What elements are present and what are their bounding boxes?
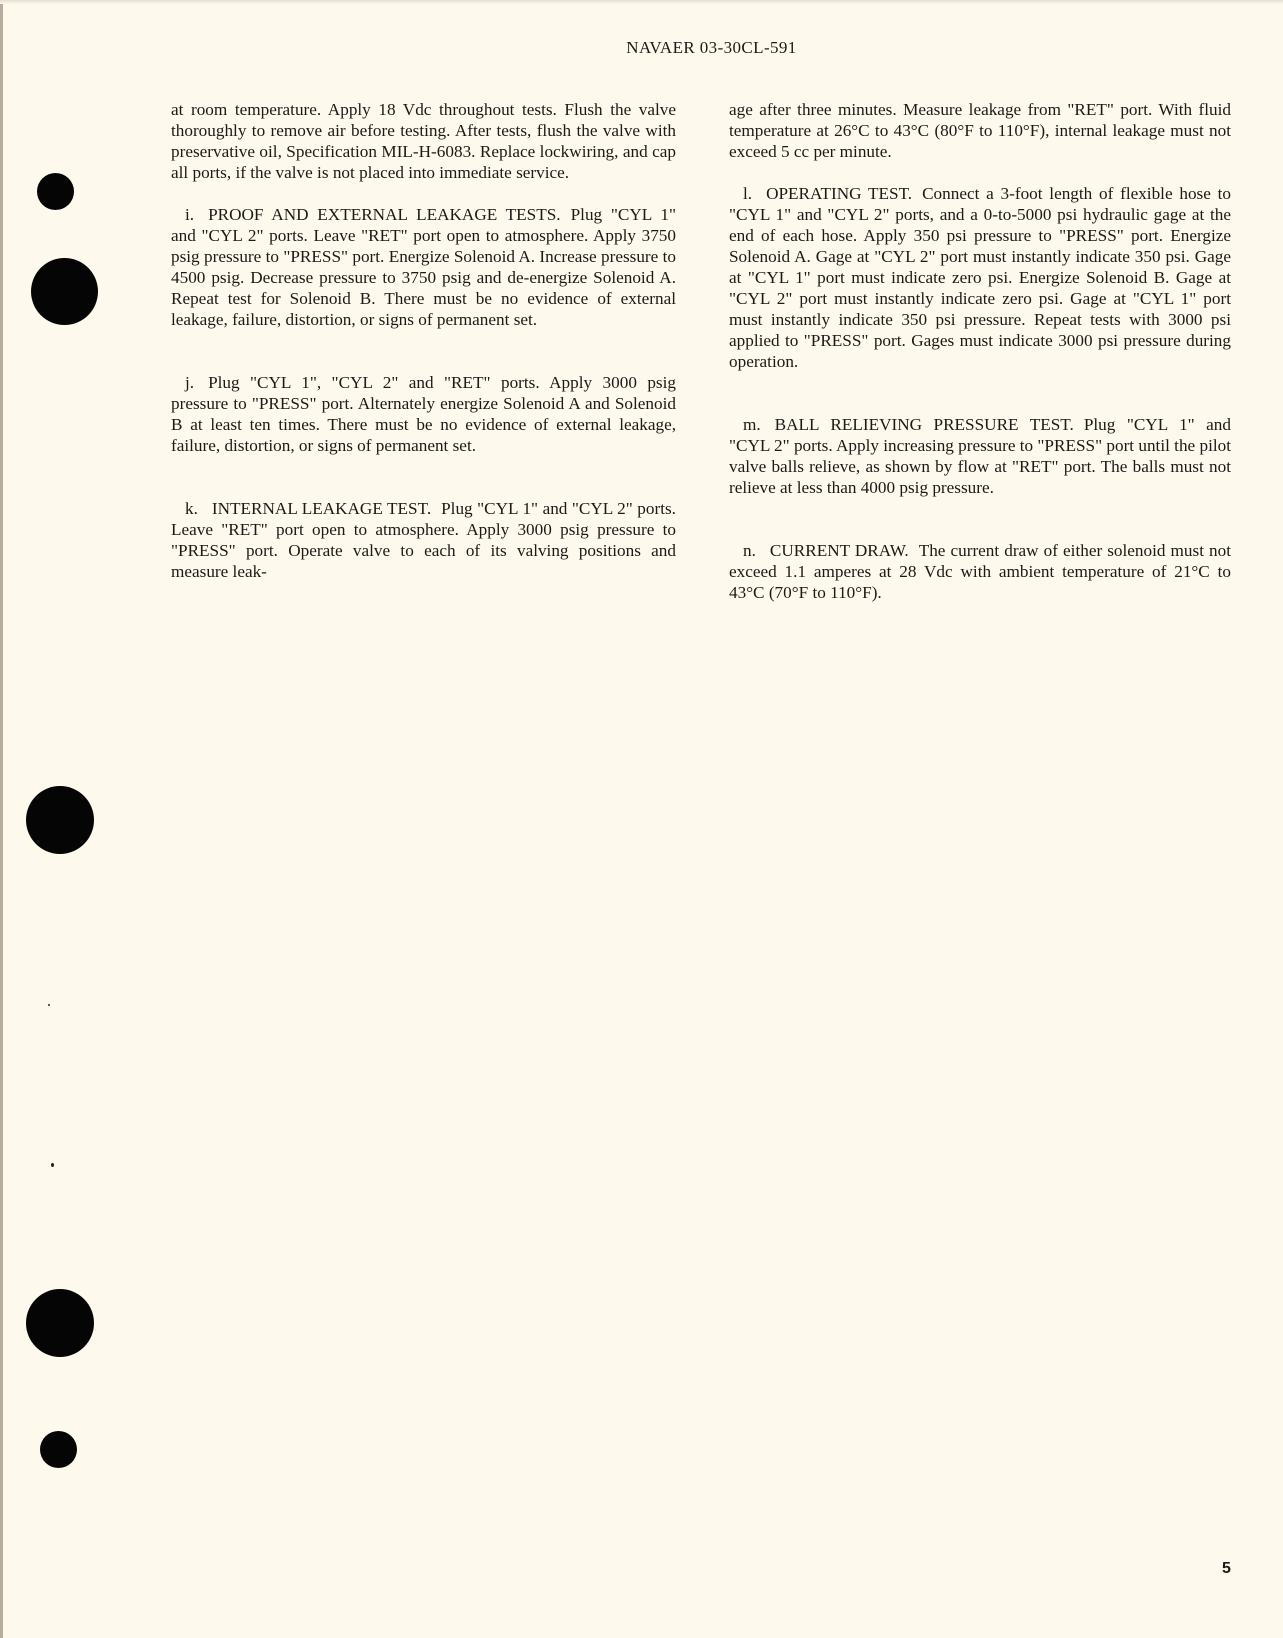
paragraph-k (171, 498, 676, 582)
punch-hole-icon (31, 258, 98, 325)
paragraph-letter: n. (743, 541, 756, 560)
paragraph-text: at room temperature. Apply 18 Vdc throughout tests. Flush the valve thoroughly to remove air before testing. After tests, flush the valve with preservative oil, Specification MIL-H-6083. Replace lockwiring, and cap all ports, if the valve is not placed into immediate service. (171, 100, 676, 182)
document-number-header: NAVAER 03-30CL-591 (626, 38, 797, 57)
paragraph-heading: OPERATING TEST. (766, 184, 913, 203)
paragraph-heading: INTERNAL LEAKAGE TEST. (211, 499, 432, 518)
paragraph-l (729, 183, 1231, 372)
paragraph-text: Plug "CYL 1" and "CYL 2" ports. Apply increasing pressure to "PRESS" port until the pilot valve balls relieve, as shown by flow at "RET" port. The balls must not relieve at less than 4000 psig pressure. (729, 415, 1231, 497)
paper-speck (51, 1163, 54, 1167)
paragraph-n (729, 540, 1231, 603)
paragraph-letter: k. (185, 499, 198, 518)
paragraph-text: Plug "CYL 1" and "CYL 2" ports. Leave "RET" port open to atmosphere. Apply 3750 psig pressure to "PRESS" port. Energize Solenoid A. Increase pressure to 4500 psig. Decrease pressure to 3750 psig and de-energize Solenoid A. Repeat test for Solenoid B. There must be no evidence of external leakage, failure, distortion, or signs of permanent set. (171, 205, 677, 329)
paragraph-letter: j. (185, 373, 195, 392)
paragraph-heading: PROOF AND EXTERNAL LEAKAGE TESTS. (208, 205, 561, 224)
paragraph-text: Connect a 3-foot length of flexible hose to "CYL 1" and "CYL 2" ports, and a 0-to-5000 psi hydraulic gage at the end of each hose. Apply 350 psi pressure to "PRESS" port. Energize Solenoid A. Gage at "CYL 2" port must instantly indicate 350 psi. Gage at "CYL 1" port must indicate zero psi. Energize Solenoid B. Gage at "CYL 2" port must instantly indicate zero psi. Gage at "CYL 1" port must instantly indicate 350 psi pressure. Repeat tests with 3000 psi applied to "PRESS" port. Gages must indicate 3000 psi pressure during operation. (729, 184, 1231, 371)
paragraph-continuation (729, 99, 1231, 162)
punch-hole-icon (40, 1431, 77, 1468)
punch-hole-icon (37, 173, 74, 210)
right-column (729, 99, 1231, 603)
punch-hole-icon (26, 786, 94, 854)
paper-speck (48, 1004, 50, 1006)
paragraph-heading: BALL RELIEVING PRESSURE TEST. (774, 415, 1074, 434)
page-edge-top (0, 0, 1283, 4)
paragraph-text: Plug "CYL 1", "CYL 2" and "RET" ports. Apply 3000 psig pressure to "PRESS" port. Alternately energize Solenoid A and Solenoid B at least ten times. There must be no evidence of external leakage, failure, distortion, or signs of permanent set. (171, 373, 676, 455)
paragraph-j (171, 372, 676, 456)
paragraph-text: The current draw of either solenoid must not exceed 1.1 amperes at 28 Vdc with ambient temperature of 21°C to 43°C (70°F to 110°F). (729, 541, 1231, 602)
left-column (171, 99, 676, 582)
paragraph-letter: m. (743, 415, 761, 434)
paragraph-continuation (171, 99, 676, 183)
page-number: 5 (1222, 1560, 1231, 1577)
paragraph-text: Plug "CYL 1" and "CYL 2" ports. Leave "RET" port open to atmosphere. Apply 3000 psig pressure to "PRESS" port. Operate valve to each of its valving positions and measure leak- (171, 499, 676, 581)
paragraph-m (729, 414, 1231, 498)
paragraph-text: age after three minutes. Measure leakage from "RET" port. With fluid temperature at 26°C to 43°C (80°F to 110°F), internal leakage must not exceed 5 cc per minute. (729, 100, 1231, 161)
paragraph-letter: i. (185, 205, 195, 224)
punch-hole-icon (26, 1289, 94, 1357)
paragraph-heading: CURRENT DRAW. (769, 541, 909, 560)
paragraph-letter: l. (743, 184, 753, 203)
paragraph-i (171, 204, 676, 330)
page-edge (0, 0, 3, 1638)
